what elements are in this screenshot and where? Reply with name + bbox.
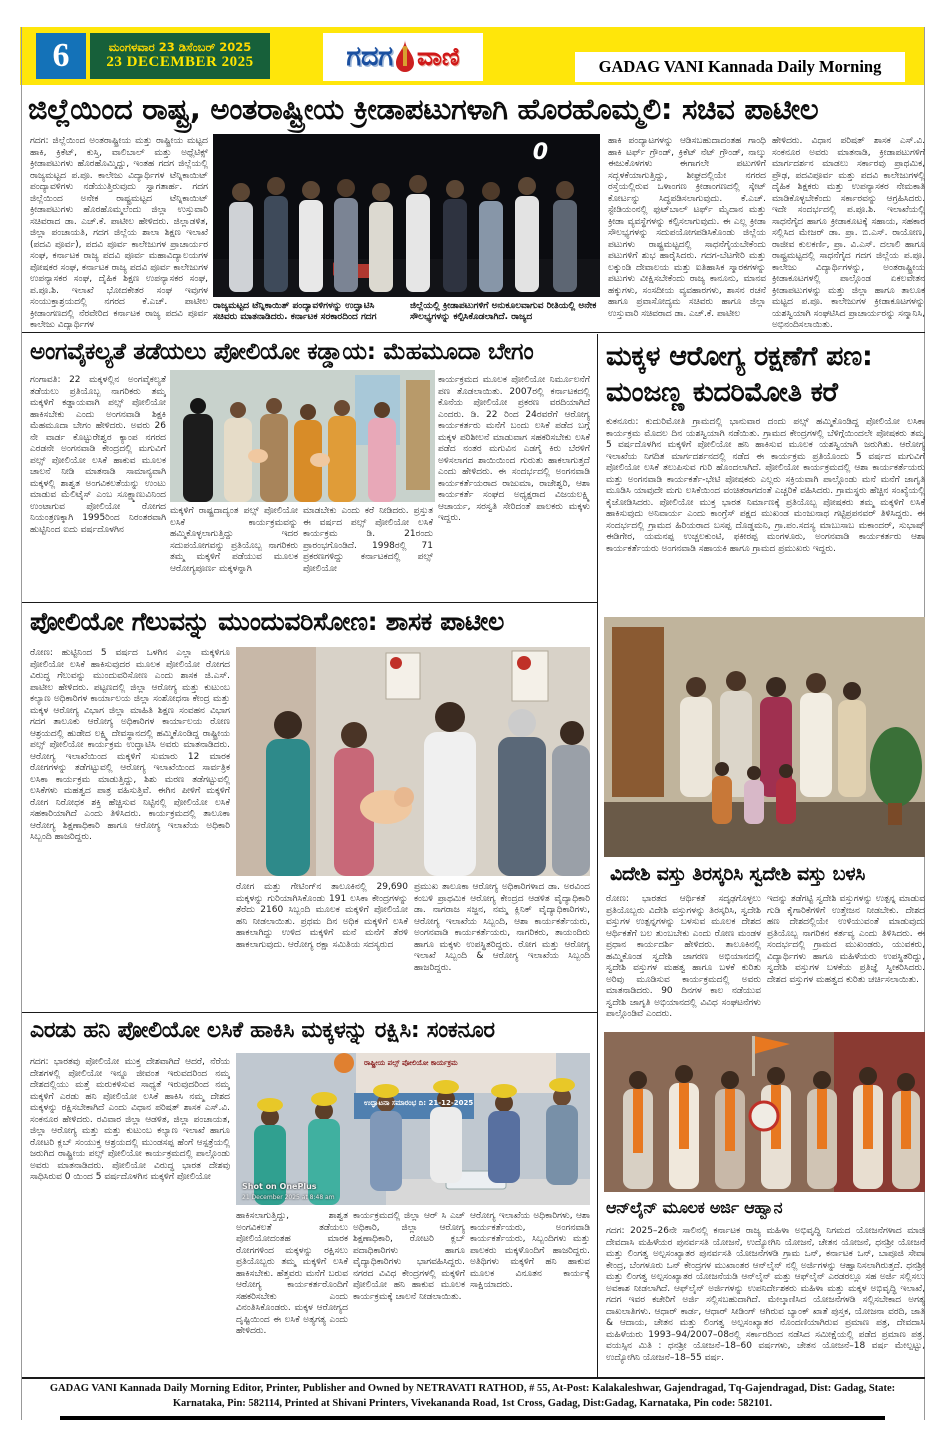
divider-vertical-main (597, 334, 598, 1377)
two-drops-col-left: ಗದಗ: ಭಾರತವು ಪೋಲಿಯೋ ಮುಕ್ತ ದೇಶವಾಗಿದೆ ಆದರೆ, ನೆರೆಯ ದೇಶಗಳಲ್ಲಿ ಪೋಲಿಯೋ ಇನ್ನೂ ಜೀವಂತ ಇರುವದರಿಂದ ನಮ್ಮ ದೇಶದಲ್ಲಿಯು ಮತ್ತೆ ಮರುಕಳಿಸುವ ಸಾಧ್ಯತೆ ಇರುವುದರಿಂದ ನಮ್ಮ ಮಕ್ಕಳಿಗೆ ಎರಡು ಹನಿ ಪೋಲಿಯೋ ಲಸಿಕೆ ಹಾಕಿಸಿ ನಮ್ಮ ದೇಶದ ಮಕ್ಕಳನ್ನು ರಕ್ಷಿಸಬೇಕಾಗಿದೆ ಎಂದು ವಿಧಾನ ಪರಿಷತ್ ಶಾಸಕ ಎಸ್.ವಿ. ಸಂಕನೂರ ಹೇಳಿದರು. ರವಿವಾರ ಜಿಲ್ಲಾ ಆಡಳಿತ, ಜಿಲ್ಲಾ ಪಂಚಾಯತ, ಜಿಲ್ಲಾ ಆರೋಗ್ಯ ಮತ್ತು ಮತ್ತು ಕುಟುಂಬ ಕಲ್ಯಾಣ ಇಲಾಖೆ ಹಾಗೂ ರೋಟರಿ ಕ್ಲಬ್ ಸಂಯುಕ್ತ ಆಶ್ರಯದಲ್ಲಿ ಮುಂಡಸಪ್ಪ ಹೆಂಗೆ ಆಸ್ಪತ್ರೆಯಲ್ಲಿ ಜರುಗಿದ ರಾಷ್ಟ್ರೀಯ ಪಲ್ಸ್ ಪೋಲಿಯೋ ಕಾರ್ಯಕ್ರಮದಲ್ಲಿ ಪಾಲ್ಗೊಂಡು ಅವರು ಮಾತನಾಡಿದರು. ಪೋಲಿಯೋ ವಿರುದ್ಧ ಭಾರತ ದೇಶವು ಸಾಧಿಸಿರುವ 0 ಯಿಂದ 5 ವರ್ಷದೊಳಗಿನ ಮಕ್ಕಳಿಗೆ ಪೋಲಿಯೋ (30, 1057, 230, 1183)
divider-under-article2 (22, 602, 597, 603)
child-health-photo (604, 617, 925, 857)
masthead-title-box (575, 52, 905, 82)
footer-top-rule (22, 1377, 925, 1379)
two-drops-col-mid1: ಹಾಕಿಸಲಾಗುತ್ತಿದ್ದು, ಶಾಶ್ವತ ಅಂಗವಿಕಲತೆ ತಡೆಯಲು ಪೋಲಿಯೋದಂತಹ ಮಾರಕ ರೋಗಗಳಿಂದ ಮಕ್ಕಳನ್ನು ರಕ್ಷಿಸಲು ಪ್ರತಿಯೊಬ್ಬರು ತಮ್ಮ ಮಕ್ಕಳಿಗೆ ಲಸಿಕೆ ಹಾಕಿಸಬೇಕು. ಹೆತ್ತವರು ಮನೆಗೆ ಬರುವ ಆರೋಗ್ಯ ಕಾರ್ಯಕರ್ತರೊಂದಿಗೆ ಸಹಕರಿಸಬೇಕು ಎಂದು ವಿನಂತಿಸಿಕೊಂಡರು. ಮಕ್ಕಳ ಆರೋಗ್ಯದ ದೃಷ್ಟಿಯಿಂದ ಈ ಲಸಿಕೆ ಅತ್ಯಗತ್ಯ ಎಂದು ಹೇಳಿದರು. (236, 1211, 348, 1337)
lead-photo (213, 134, 600, 297)
lead-body-left: ಗದಗ: ಜಿಲ್ಲೆಯಿಂದ ಅಂತರಾಷ್ಟ್ರೀಯ ಮತ್ತು ರಾಷ್ಟ್ರೀಯ ಮಟ್ಟದ ಹಾಕಿ, ಕ್ರಿಕೆಟ್, ಕುಸ್ತಿ, ವಾಲಿಬಾಲ್ ಮತ್ತು ಅಥ್ಲೆಟಿಕ್ಸ್ ಕ್ರೀಡಾಪಟುಗಳು ಹೊರಹೊಮ್ಮಿದ್ದು, ಇಂತಹ ಗದಗ ಜಿಲ್ಲೆಯಲ್ಲಿ ರಾಜ್ಯಮಟ್ಟದ ಪ.ಪೂ. ಕಾಲೇಜು ವಿದ್ಯಾರ್ಥಿಗಳ ಟೆನ್ನಿಕಾಯಿಟ್ ಪಂದ್ಯಾವಳಿಗಳು ನಡೆಯುತ್ತಿರುವುದು ಸ್ವಾಗತಾರ್ಹ. ಗದಗ ಜಿಲ್ಲೆಯಿಂದ ಅನೇಕ ರಾಷ್ಟ್ರಮಟ್ಟದ ಟೆನ್ನಿಕಾಯಿಟ್ ಕ್ರೀಡಾಪಟುಗಳು ಹೊರಹೊಮ್ಮಲೆಂದು ಜಿಲ್ಲಾ ಉಸ್ತುವಾರಿ ಸಚಿವರಾದ ಡಾ. ಎಚ್.ಕೆ. ಪಾಟೀಲ ಹೇಳಿದರು. ಜಿಲ್ಲಾಡಳಿತ, ಜಿಲ್ಲಾ ಪಂಚಾಯತಿ, ಗದಗ ಜಿಲ್ಲೆಯ ಶಾಲಾ ಶಿಕ್ಷಣ ಇಲಾಖೆ (ಪದವಿ ಪೂರ್ವ), ಪದವಿ ಪೂರ್ವ ಕಾಲೇಜುಗಳ ಪ್ರಾಚಾರ್ಯರ ಸಂಘ, ಕರ್ನಾಟಕ ರಾಜ್ಯ ಪದವಿ ಪೂರ್ವ ಮಹಾವಿದ್ಯಾಲಯಗಳ ಪೋಷಕರ ಸಂಘ, ಕರ್ನಾಟಕ ರಾಜ್ಯ ಪದವಿ ಪೂರ್ವ ಕಾಲೇಜುಗಳ ಉಪನ್ಯಾಸಕರ ಸಂಘ, ದೈಹಿಕ ಶಿಕ್ಷಣ ಉಪನ್ಯಾಸಕರ ಸಂಘ, ಪ.ಪೂ.ಶಿ. ಇಲಾಖೆ ಭೋದಕೇತರ ಸಂಘ ಇವುಗಳ ಸಂಯುಕ್ತಾಶ್ರಯದಲ್ಲಿ ನಗರದ ಕೆ.ಎಚ್. ಪಾಟೀಲ ಕ್ರೀಡಾಂಗಣದಲ್ಲಿ ನೆರವೇರಿದ ಕರ್ನಾಟಕ ರಾಜ್ಯ ಪದವಿ ಪೂರ್ವ ಕಾಲೇಜು ವಿದ್ಯಾರ್ಥಿಗಳ (30, 136, 208, 330)
swadeshi-headline: ವಿದೇಶಿ ವಸ್ತು ತಿರಸ್ಕರಿಸಿ ಸ್ವದೇಶಿ ವಸ್ತು ಬಳಸಿ (610, 863, 866, 885)
two-drops-headline: ಎರಡು ಹನಿ ಪೋಲಿಯೋ ಲಸಿಕೆ ಹಾಕಿಸಿ ಮಕ್ಕಳನ್ನು ರಕ್ಷಿಸಿ: ಸಂಕನೂರ (30, 1018, 495, 1043)
polio-mandatory-col-mid1: ಮಕ್ಕಳಿಗೆ ರಾಷ್ಟ್ರದಾದ್ಯಂತ ಪಲ್ಸ್ ಪೋಲಿಯೋ ಲಸಿಕೆ ಕಾರ್ಯಕ್ರಮವನ್ನು ಹಮ್ಮಿಕೊಳ್ಳಲಾಗುತ್ತಿದ್ದು ಇದರ ಸದುಪಯೋಗವನ್ನು ಪ್ರತಿಯೊಬ್ಬ ನಾಗರಿಕರು ತಮ್ಮ ಮಕ್ಕಳಿಗೆ ಪಡೆಯುವ ಮೂಲಕ ಆರೋಗ್ಯಪೂರ್ಣ ಮಕ್ಕಳನ್ನಾಗಿ (170, 506, 298, 574)
polio-victory-col-mid2: ಪ್ರಮುಖ ತಾಲೂಕಾ ಆರೋಗ್ಯ ಅಧಿಕಾರಿಗಳಾದ ಡಾ. ಅರವಿಂದ ಕಂಬಳಿ ಪ್ರಾಥಮಿಕ ಆರೋಗ್ಯ ಕೇಂದ್ರದ ಆಡಳಿತ ವೈದ್ಯಾಧಿಕಾರಿ ಡಾ. ನಾಗರಾಜ ಸಜ್ಜನ, ನಮ್ಮ ಕ್ಲಿನಿಕ್ ವೈದ್ಯಾಧಿಕಾರಿಗಳು, ಆರೋಗ್ಯ ಇಲಾಖೆಯ ಸಿಬ್ಬಂದಿ, ಆಶಾ ಕಾರ್ಯಕರ್ತೆಯರು, ಅಂಗನವಾಡಿ ಕಾರ್ಯಕರ್ತೆಯರು, ನಾಗರಿಕರು, ತಾಯಂದಿರು ಹಾಗೂ ಮಕ್ಕಳು ಉಪಸ್ಥಿತರಿದ್ದರು. ರೋಗ ಮತ್ತು ಆರೋಗ್ಯ ಇಲಾಖೆ ಸಿಬ್ಬಂದಿ & ಆರೋಗ್ಯ ಇಲಾಖೆಯ ಸಿಬ್ಬಂದಿ ಹಾಜರಿದ್ದರು. (414, 882, 590, 973)
footer-imprint-line2: Karnataka, Pin: 582114, Printed at Shivani Printers, Vivekananda Road, 1st Cross, Gadag, Dist:Gadag, Karnataka, Pin code: 582101. (172, 1398, 773, 1409)
newspaper-logo (323, 33, 483, 81)
page-left-border (21, 27, 22, 1420)
polio-mandatory-photo (170, 370, 435, 502)
two-drops-photo-watermark-date: 21 December 2025 at 8:48 am (242, 1194, 335, 1201)
date-box (90, 33, 270, 79)
child-health-headline-line2: ಮಂಜಣ್ಣ ಕುದರಿಮೋತಿ ಕರೆ (606, 377, 838, 408)
two-drops-col-mid2: ಕಾರ್ಯಕ್ರಮದಲ್ಲಿ ಜಿಲ್ಲಾ ಆರ್ ಸಿ ಎಚ್ ಅಧಿಕಾರಿ, ಜಿಲ್ಲಾ ಆರೋಗ್ಯ ಶಿಕ್ಷಣಾಧಿಕಾರಿ, ರೋಟರಿ ಕ್ಲಬ್ ಪದಾಧಿಕಾರಿಗಳು ಹಾಗೂ ವೈದ್ಯಾಧಿಕಾರಿಗಳು ಭಾಗವಹಿಸಿದ್ದರು. ನಗರದ ವಿವಿಧ ಕೇಂದ್ರಗಳಲ್ಲಿ ಮಕ್ಕಳಿಗೆ ಪೋಲಿಯೋ ಹನಿ ಹಾಕುವ ಮೂಲಕ ಕಾರ್ಯಕ್ರಮಕ್ಕೆ ಚಾಲನೆ ನೀಡಲಾಯಿತು. (353, 1211, 465, 1302)
divider-under-article3 (22, 1012, 597, 1013)
two-drops-photo-banner-line1: ರಾಷ್ಟ್ರೀಯ ಪಲ್ಸ್ ಪೋಲಿಯೋ ಕಾರ್ಯಕ್ರಮ (364, 1059, 458, 1067)
masthead-title: GADAG VANI Kannada Daily Morning (598, 57, 882, 76)
polio-mandatory-photo-illustration (170, 370, 435, 502)
divider-under-lead (22, 332, 925, 333)
online-article-photo-illustration (604, 1032, 925, 1192)
polio-mandatory-col-left: ಗಂಗಾವತಿ: 22 ಮಕ್ಕಳಲ್ಲಿನ ಅಂಗವೈಕಲ್ಯತೆ ತಡೆಯಲು ಪ್ರತಿಯೊಬ್ಬ ನಾಗರಿಕರು ತಮ್ಮ ಮಕ್ಕಳಿಗೆ ಕಡ್ಡಾಯವಾಗಿ ಪಲ್ಸ್ ಪೋಲಿಯೋ ಹಾಕಿಸಬೇಕು ಎಂದು ಅಂಗನವಾಡಿ ಶಿಕ್ಷಕಿ ಮೆಹಮೂದಾ ಬೇಗಂ ಹೇಳಿದರು. ಅವರು 26 ನೇ ವಾರ್ಡ ಕೊಟ್ಟುರೇಶ್ವರ ಕ್ಯಾಂಪ ನಗರದ ಎರಡನೇ ಅಂಗನವಾಡಿ ಕೇಂದ್ರದಲ್ಲಿ ಮಗುವಿಗೆ ಪಲ್ಸ್ ಪೋಲಿಯೋ ಲಸಿಕೆ ಹಾಕುವ ಮೂಲಕ ಚಾಲನೆ ನೀಡಿ ಮಾತನಾಡಿ ಸಾಮಾನ್ಯವಾಗಿ ಮಕ್ಕಳಲ್ಲಿ ಶಾಶ್ವತ ಅಂಗವಿಕಲತೆಯನ್ನು ಉಂಟು ಮಾಡುವ ಮೆಲಿಟೈಸ್ ಎಂಬ ಸೂಕ್ಷ್ಮಾಣುವಿನಿಂದ ಉಂಟಾಗುವ ಪೋಲಿಯೋ ರೋಗದ ನಿಯಂತ್ರಣಕ್ಕಾಗಿ 1995ರಿಂದ ನಿರಂತರವಾಗಿ ಹುಟ್ಟಿನಿಂದ ಐದು ವರ್ಷದೊಳಗಿನ (30, 375, 166, 535)
footer-thick-bar (60, 1416, 885, 1420)
logo-word-gadag: ಗದಗ (346, 41, 394, 72)
page-number: 6 (36, 33, 86, 79)
online-application-headline: ಆನ್‌ಲೈನ್ ಮೂಲಕ ಅರ್ಜಿ ಆಹ್ವಾನ (606, 1198, 783, 1217)
polio-mandatory-col-right: ಕಾರ್ಯಕ್ರಮದ ಮೂಲಕ ಪೋಲಿಯೋ ನಿರ್ಮೂಲನೆಗೆ ಪಣ ತೊಡಲಾಯಿತು. 2007ರಲ್ಲಿ ಕರ್ನಾಟಕದಲ್ಲಿ ಕೊನೆಯ ಪೋಲಿಯೋ ಪ್ರಕರಣ ವರದಿಯಾಗಿದೆ ಎಂದರು. ಡಿ. 22 ರಿಂದ 24ರವರೆಗೆ ಆರೋಗ್ಯ ಕಾರ್ಯಕರ್ತರು ಮನೆಗೆ ಬಂದು ಲಸಿಕೆ ಪಡೆದ ಬಗ್ಗೆ ಮಕ್ಕಳ ಪರಿಶೀಲನೆ ಮಾಡುವಾಗ ಸಹಕರಿಸಬೇಕು ಲಸಿಕೆ ಪಡೆದ ನಂತರ ಮಗುವಿನ ಎಡಗೈ ಕಿರು ಬೆರಳಿಗೆ ಅಳಿಸಲಾಗದ ಶಾಯಿಯಿಂದ ಗುರುತು ಹಾಕಲಾಗುತ್ತದೆ ಎಂದು ಹೇಳಿದರು. ಈ ಸಂದರ್ಭದಲ್ಲಿ ಅಂಗನವಾಡಿ ಕಾರ್ಯಕರ್ತೆಯರಾದ ರಾಜುಮಾ, ರಾಜೇಶ್ವರಿ, ಆಶಾ ಕಾರ್ಯಕರ್ತೆ ಸಂಘದ ಅಧ್ಯಕ್ಷರಾದ ವಿಜಯಲಕ್ಷ್ಮಿ ಆಚಾರ್ಯ, ಸರಸ್ವತಿ ಸೇರಿದಂತೆ ಪಾಲಕರು ಮಕ್ಕಳು ಇದ್ದರು. (438, 375, 590, 524)
polio-mandatory-col-mid2: ಮಾಡಬೇಕು ಎಂದು ಕರೆ ನೀಡಿದರು. ಪ್ರಸ್ತುತ ಈ ವರ್ಷದ ಪಲ್ಸ್ ಪೋಲಿಯೋ ಲಸಿಕೆ ಕಾರ್ಯಕ್ರಮ ಡಿ. 21ರಂದು ಪ್ರಾರಂಭಗೊಂಡಿದೆ. 1998ರಲ್ಲಿ 71 ಪ್ರಕರಣಗಳಿದ್ದು ಕರ್ನಾಟಕದಲ್ಲಿ ಪಲ್ಸ್ ಪೋಲಿಯೋ (303, 506, 433, 574)
online-application-body: ಗದಗ: 2025–26ನೇ ಸಾಲಿನಲ್ಲಿ ಕರ್ನಾಟಕ ರಾಜ್ಯ ಮಹಿಳಾ ಅಭಿವೃದ್ಧಿ ನಿಗಮದ ಯೋಜನೆಗಳಾದ ಮಾಜಿ ದೇವದಾಸಿ ಮಹಿಳೆಯರ ಪುನರ್ವಸತಿ ಯೋಜನೆ, ಉದ್ಯೋಗಿನಿ ಯೋಜನೆ, ಚೇತನ ಯೋಜನೆ, ಧನಶ್ರೀ ಯೋಜನೆ ಮತ್ತು ಲಿಂಗತ್ವ ಅಲ್ಪಸಂಖ್ಯಾತರ ಪುನರ್ವಸತಿ ಯೋಜನೆಗಳಡಿ ಗ್ರಾಮ ಒನ್, ಕರ್ನಾಟಕ ಒನ್, ಬಾಪೂಜಿ ಸೇವಾ ಕೇಂದ್ರ, ಬೆಂಗಳೂರು ಒನ್ ಕೇಂದ್ರಗಳ ಮುಖಾಂತರ ಆನ್‌ಲೈನ್ ನಲ್ಲಿ ಅರ್ಜಿಗಳನ್ನು ಆಹ್ವಾನಿಸಲಾಗಿರುತ್ತದೆ. ಧನಶ್ರೀ ಮತ್ತು ಲಿಂಗತ್ವ ಅಲ್ಪಸಂಖ್ಯಾತರ ಯೋಜನೆಯಡಿ ಆನ್‌ಲೈನ್ ಮತ್ತು ಆಫ್‌ಲೈನ್ ಎರಡರಲ್ಲೂ ಸಹ ಅರ್ಜಿ ಸಲ್ಲಿಸಲು ಅವಕಾಶ ನೀಡಲಾಗಿದೆ. ಆಫ್‌ಲೈನ್ ಅರ್ಜಿಗಳನ್ನು ಉಪನಿರ್ದೇಶಕರು ಮಹಿಳಾ ಮತ್ತು ಮಕ್ಕಳ ಅಭಿವೃದ್ಧಿ ಇಲಾಖೆ, ಗದಗ ಇವರ ಕಚೇರಿಗೆ ಅರ್ಜಿ ಸಲ್ಲಿಸಬಹುದಾಗಿದೆ. ಮೇಲ್ಕಾಣಿಸಿದ ಯೋಜನೆಗಳಡಿ ಸಲ್ಲಿಸಬೇಕಾದ ಅಗತ್ಯ ದಾಖಲಾತಿಗಳು. ಆಧಾರ್ ಕಾರ್ಡ, ಆಧಾರ್ ಸೀಡಿಂಗ್ ಆಗಿರುವ ಬ್ಯಾಂಕ್ ಖಾತೆ ಪುಸ್ತಕ, ಯೋಜನಾ ವರದಿ, ಜಾತಿ & ಆದಾಯ, ಚೇತನ ಮತ್ತು ಲಿಂಗತ್ವ ಅಲ್ಪಸಂಖ್ಯಾತರ ನೊಂದಣಿಯಾಗಿರುವ ಪ್ರಮಾಣ ಪತ್ರ, ದೇವದಾಸಿ ಮಹಿಳೆಯರು 1993–94/2007–08ರಲ್ಲಿ ಸರ್ಕಾರದಿಂದ ನಡೆಸಿದ ಸಮೀಕ್ಷೆಯಲ್ಲಿ ಪಡೆದ ಪ್ರಮಾಣ ಪತ್ರ. ವಯಸ್ಸಿನ ಮಿತಿ : ಧನಶ್ರೀ ಯೋಜನೆ–18–60 ವರ್ಷಗಳು, ಚೇತನ ಯೋಜನೆ–18 ವರ್ಷ ಮೇಲ್ಪಟ್ಟು, ಉದ್ಯೋಗಿನಿ ಯೋಜನೆ–18–55 ವರ್ಷ. (606, 1226, 925, 1363)
two-drops-photo-watermark: Shot on OnePlus (242, 1182, 317, 1191)
child-health-headline-line1: ಮಕ್ಕಳ ಆರೋಗ್ಯ ರಕ್ಷಣೆಗೆ ಪಣ: (606, 341, 873, 372)
lead-body-right2: ಹೇಳಿದರು. ವಿಧಾನ ಪರಿಷತ್ ಶಾಸಕ ಎಸ್.ವಿ. ಸಂಕನೂರ ಅವರು ಮಾತನಾಡಿ, ಕ್ರೀಡಾಪಟುಗಳಿಗೆ ಮಾರ್ಗದರ್ಶನ ಮಾಡಲು ಸರ್ಕಾರವು ಪ್ರಾಥಮಿಕ, ಪ್ರೌಢ, ಪದವಿಪೂರ್ವ ಮತ್ತು ಪದವಿ ಕಾಲೇಜುಗಳಲ್ಲಿ ದೈಹಿಕ ಶಿಕ್ಷಕರು ಮತ್ತು ಉಪನ್ಯಾಸಕರ ನೇಮಕಾತಿ ಮಾಡಿಕೊಳ್ಳಬೇಕೆಂದು ಸರ್ಕಾರವನ್ನು ಆಗ್ರಹಿಸಿದರು. ಇದೇ ಸಂದರ್ಭದಲ್ಲಿ ಪ.ಪೂ.ಶಿ. ಇಲಾಖೆಯಲ್ಲಿ ಸಾಧನೆಗೈದ ಹಾಗೂ ಕ್ರೀಡಾಕೂಟಕ್ಕೆ ಸಹಾಯ, ಸಹಕಾರ ಸಲ್ಲಿಸಿದ ಮೇಜರ್ ಡಾ. ಪ್ರಾ. ಬಿ.ಎಸ್. ರಾಯೋಣ, ರಾಜೀವ ಕುಲಕರ್ಣಿ, ಪ್ರಾ. ವಿ.ಎಸ್. ದಲಾಲಿ ಹಾಗೂ ರಾಷ್ಟ್ರಮಟ್ಟದಲ್ಲಿ ಸಾಧನೆಗೈದ ಗದಗ ಜಿಲ್ಲೆಯ ಪ.ಪೂ. ಕಾಲೇಜು ವಿದ್ಯಾರ್ಥಿಗಳನ್ನು, ಅಂತರಾಷ್ಟ್ರೀಯ ಕ್ರೀಡಾಕೂಟಗಳಲ್ಲಿ ಪಾಲ್ಗೊಂಡ ಏಕಲವೇತನ ಕ್ರೀಡಾಪಟುಗಳನ್ನು ಮತ್ತು ಜಿಲ್ಲಾ ಹಾಗೂ ತಾಲೂಕ ಮಟ್ಟದ ಪ.ಪೂ. ಕಾಲೇಜುಗಳ ಕ್ರೀಡಾಕೂಟಗಳನ್ನು ಯಶಸ್ವಿಯಾಗಿ ಸಂಘಟಿಸಿದ ಪ್ರಾಚಾರ್ಯರನ್ನು ಸನ್ಮಾನಿಸಿ, ಅಭಿನಂದಿಸಲಾಯಿತು. (772, 136, 925, 330)
swadeshi-col2: ಇದನ್ನು ತಡೆಗಟ್ಟಿ ಸ್ವದೇಶಿ ವಸ್ತುಗಳನ್ನು ಉತ್ಪನ್ನ ಮಾಡುವ ಗುಡಿ ಕೈಗಾರಿಕೆಗಳಿಗೆ ಉತ್ತೇಜನ ನೀಡಬೇಕು. ದೇಶದ ಹಣ ದೇಶದಲ್ಲಿಯೇ ಉಳಿಯುವಂತೆ ಮಾಡುವುದು ಪ್ರತಿಯೊಬ್ಬ ನಾಗರಿಕನ ಕರ್ತವ್ಯ ಎಂದು ತಿಳಿಸಿದರು. ಈ ಸಂದರ್ಭದಲ್ಲಿ ಗ್ರಾಮದ ಮುಖಂಡರು, ಯುವಕರು, ವಿದ್ಯಾರ್ಥಿಗಳು ಹಾಗೂ ಮಹಿಳೆಯರು ಉಪಸ್ಥಿತರಿದ್ದು, ಸ್ವದೇಶಿ ವಸ್ತುಗಳ ಬಳಕೆಯ ಪ್ರತಿಜ್ಞೆ ಸ್ವೀಕರಿಸಿದರು. ದೇಶದ ವಸ್ತುಗಳ ಮಹತ್ವದ ಕುರಿತು ಚರ್ಚಿಸಲಾಯಿತು. (767, 894, 925, 985)
lead-photo-kite-glyph: 0 (532, 140, 548, 165)
logo-word-vani: ವಾಣಿ (417, 42, 460, 71)
child-health-photo-illustration (604, 617, 925, 857)
swadeshi-col1: ರೋಣ: ಭಾರತದ ಆರ್ಥಿಕತೆ ಸದೃಢಗೊಳ್ಳಲು ಪ್ರತಿಯೊಬ್ಬರು ವಿದೇಶಿ ವಸ್ತುಗಳನ್ನು ತಿರಸ್ಕರಿಸಿ, ಸ್ವದೇಶಿ ವಸ್ತುಗಳ ಉತ್ಪನ್ನಗಳನ್ನು ಬಳಸುವ ಮೂಲಕ ದೇಶದ ಆರ್ಥಿಕತೆಗೆ ಬಲ ತುಂಬಬೇಕು ಎಂದು ರೋಣ ಮಂಡಳ ಪ್ರಧಾನ ಕಾರ್ಯದರ್ಶಿ ಹೇಳಿದರು. ತಾಲೂಕಿನಲ್ಲಿ ಹಮ್ಮಿಕೊಂಡ ಸ್ವದೇಶಿ ಜಾಗರಣ ಅಭಿಯಾನದಲ್ಲಿ ಸ್ವದೇಶಿ ವಸ್ತುಗಳ ಮಹತ್ವ ಹಾಗೂ ಬಳಕೆ ಕುರಿತು ಅರಿವು ಮೂಡಿಸುವ ಕಾರ್ಯಕ್ರಮದಲ್ಲಿ ಅವರು ಮಾತನಾಡಿದರು. 90 ದಿನಗಳ ಕಾಲ ನಡೆಯುವ ಸ್ವದೇಶಿ ಜಾಗೃತಿ ಅಭಿಯಾನದಲ್ಲಿ ವಿವಿಧ ಸಂಘಟನೆಗಳು ಪಾಲ್ಗೊಂಡಿವೆ ಎಂದರು. (606, 894, 761, 1020)
polio-victory-headline: ಪೋಲಿಯೋ ಗೆಲುವನ್ನು ಮುಂದುವರಿಸೋಣ: ಶಾಸಕ ಪಾಟೀಲ (30, 607, 504, 636)
lead-photo-caption-1: ರಾಜ್ಯಮಟ್ಟದ ಟೆನ್ನಿಕಾಯಿತ್ ಪಂದ್ಯಾವಳಿಗಳನ್ನು ಉದ್ಘಾಟಿಸಿ ಸಚಿವರು ಮಾತನಾಡಿದರು. ಕರ್ನಾಟಕ ಸರಕಾರದಿಂದ ಗದಗ (213, 301, 377, 323)
logo-flame-icon (395, 40, 415, 74)
polio-victory-col-mid1: ರೋಗ ಮತ್ತು ಗೇಟಿಂಗ್‌ನ ತಾಲೂಕಿನಲ್ಲಿ 29,690 ಮಕ್ಕಳನ್ನು ಗುರಿಯಾಗಿಸಿಕೊಂಡು 191 ಲಸಿಕಾ ಕೇಂದ್ರಗಳನ್ನು ತೆರೆದು 2160 ಸಿಬ್ಬಂದಿ ಮೂಲಕ ಮಕ್ಕಳಿಗೆ ಪೋಲಿಯೋ ಹನಿ ನೀಡಲಾಯಿತು. ಪ್ರಥಮ ದಿನ ಅಧಿಕ ಮಕ್ಕಳಿಗೆ ಲಸಿಕೆ ಹಾಕಲಾಗಿದ್ದು ಉಳಿದ ಮಕ್ಕಳಿಗೆ ಮನೆ ಮನೆಗೆ ತೆರಳಿ ಹಾಕಲಾಗುವುದು. ಆರೋಗ್ಯ ರಕ್ಷಾ ಸಮಿತಿಯ ಸದಸ್ಯರುದ (236, 882, 408, 950)
polio-victory-col-left: ರೋಣ: ಹುಟ್ಟಿನಿಂದ 5 ವರ್ಷದ ಒಳಗಿನ ಎಲ್ಲಾ ಮಕ್ಕಳಿಗೂ ಪೋಲಿಯೋ ಲಸಿಕೆ ಹಾಕಿಸುವುದರ ಮೂಲಕ ಪೋಲಿಯೋ ರೋಗದ ವಿರುದ್ಧ ಗೆಲುವನ್ನು ಮುಂದುವರಿಸೋಣ ಎಂದು ಶಾಸಕ ಜಿ.ಎಸ್. ಪಾಟೀಲ ಹೇಳಿದರು. ಪಟ್ಟಣದಲ್ಲಿ ಜಿಲ್ಲಾ ಆರೋಗ್ಯ ಮತ್ತು ಕುಟುಂಬ ಕಲ್ಯಾಣ ಅಧಿಕಾರಿಗಳ ಕಾರ್ಯಾಲಯ ಜಿಲ್ಲಾ ಸಂಶೋಧನಾ ಕೇಂದ್ರ ಮತ್ತು ಮಕ್ಕಳ ಆರೋಗ್ಯ ವಿಭಾಗ ಜಿಲ್ಲಾ ಮಾಹಿತಿ ಶಿಕ್ಷಣ ಸಂವಹನ ವಿಭಾಗ ಗದಗ ತಾಲೂಕು ಆರೋಗ್ಯ ಅಧಿಕಾರಿಗಳ ಕಾರ್ಯಾಲಯ ರೋಣ ಆಶ್ರಯದಲ್ಲಿ ಹುಡೇದ ಲಕ್ಷ್ಮಿ ದೇವಸ್ಥಾನದಲ್ಲಿ ಹಮ್ಮಿಕೊಂಡಿದ್ದ ರಾಷ್ಟ್ರೀಯ ಪಲ್ಸ್ ಪೋಲಿಯೋ ಕಾರ್ಯಕ್ರಮ ಉದ್ಘಾಟಿಸಿ ಅವರು ಮಾತನಾಡಿದರು. ಆರೋಗ್ಯ ಇಲಾಖೆಯಿಂದ ಮಕ್ಕಳಿಗೆ ಸುಮಾರು 12 ಮಾರಕ ರೋಗಗಳನ್ನು ತಡೆಗಟ್ಟುವಲ್ಲಿ ಆರೋಗ್ಯ ಇಲಾಖೆಯಿಂದ ಸಾರ್ವತ್ರಿಕ ಲಸಿಕಾ ಕಾರ್ಯಕ್ರಮ ಮಾಡುತ್ತಿದ್ದು, ಶಿಶು ಮರಣ ತಡೆಗಟ್ಟುವಲ್ಲಿ ಲಸಿಕೆಗಳು ಮಹತ್ವದ ಪಾತ್ರ ವಹಿಸುತ್ತಿವೆ. ಈಗಿನ ಪೀಳಿಗೆ ಮಕ್ಕಳಿಗೆ ರೋಗ ನಿರೋಧಕ ಶಕ್ತಿ ಹೆಚ್ಚಿಸುವ ನಿಟ್ಟಿನಲ್ಲಿ ಪೋಲಿಯೋ ಲಸಿಕೆ ಸಹಕಾರಿಯಾಗಿದೆ ಎಂದು ತಿಳಿಸಿದರು. ಕಾರ್ಯಕ್ರಮದಲ್ಲಿ ತಾಲೂಕಾ ಆರೋಗ್ಯ ಶಿಕ್ಷಣಾಧಿಕಾರಿ ಹಾಗೂ ಆರೋಗ್ಯ ಇಲಾಖೆಯ ಅಧಿಕಾರಿ ಸಿಬ್ಬಂದಿ ಹಾಜರಿದ್ದರು. (30, 648, 230, 843)
child-health-body: ಕುಕನೂರು: ಕುದುರಿಮೋತಿ ಗ್ರಾಮದಲ್ಲಿ ಭಾನುವಾರ ದಂದು ಪಲ್ಸ್ ಹಮ್ಮಿಕೊಂಡಿದ್ದ ಪೋಲಿಯೋ ಲಸಿಕಾ ಕಾರ್ಯಕ್ರಮ ಮೊದಲ ದಿನ ಯಶಸ್ವಿಯಾಗಿ ನಡೆಯಿತು. ಗ್ರಾಮದ ಕೇಂದ್ರಗಳಲ್ಲಿ ಬೆಳಿಗ್ಗೆಯಿಂದಲೇ ಪೋಷಕರು ತಮ್ಮ 5 ವರ್ಷದೊಳಗಿನ ಮಕ್ಕಳಿಗೆ ಪೋಲಿಯೋ ಹನಿ ಹಾಕಿಸುವ ಮೂಲಕ ಯಶಸ್ವಿಯಾಗಿ ಜರುಗಿತು. ಆರೋಗ್ಯ ಇಲಾಖೆಯ ನಿಗದಿತ ಮಾರ್ಗದರ್ಶನದಲ್ಲಿ ನಡೆದ ಈ ಕಾರ್ಯಕ್ರಮ ಪ್ರತಿಯೊಂದು 5 ವರ್ಷದ ಮಗುವಿಗೆ ಪೋಲಿಯೋ ಲಸಿಕೆ ತಲುಪಿಸುವ ಗುರಿ ಹೊಂದಲಾಗಿದೆ. ಪೋಲಿಯೋ ಕಾರ್ಯಕ್ರಮದಲ್ಲಿ ಆಶಾ ಕಾರ್ಯಕರ್ತೆಯರು ಮತ್ತು ಅಂಗನವಾಡಿ ಕಾರ್ಯಕರ್ತೆ-ಭೇಟಿ ಪೋಷಕರು ಎಲ್ಲರು ಸಕ್ರಿಯವಾಗಿ ಪಾಲ್ಗೊಂಡು ಮನೆ ಮನೆಗೆ ಜಾಗೃತಿ ಮೂಡಿಸಿ ಯಾವುದೇ ಮಗು ಲಸಿಕೆಯಿಂದ ವಂಚಿತರಾಗದಂತೆ ಎಚ್ಚರಿಕೆ ವಹಿಸಿದರು. ಗ್ರಾಮಸ್ಥರು ಹೆಚ್ಚಿನ ಸಂಖ್ಯೆಯಲ್ಲಿ ಕೈಜೋಡಿಸಿದರು. ಪೋಲಿಯೋ ಮುಕ್ತ ಭಾರತ ನಿರ್ಮಾಣಕ್ಕೆ ಪ್ರತಿಯೊಬ್ಬ ಪೋಷಕರು ತಮ್ಮ ಮಕ್ಕಳಿಗೆ ಲಸಿಕೆ ಹಾಕಿಸುವುದು ಅನಿವಾರ್ಯ ಎಂದು ಕಾಂಗ್ರೆಸ್ ಪಕ್ಷದ ಮುಖಂಡ ಮಂಜುನಾಥ ಗಟ್ಟಿಪ್ರಪನವರ್ ತಿಳಿಸಿದ್ದರು. ಈ ಸಂದರ್ಭದಲ್ಲಿ ಗ್ರಾಮದ ಹಿರಿಯರಾದ ಬಸಪ್ಪ ದೊಡ್ಡಮನಿ, ಗ್ರಾ.ಪಂ.ಸದಸ್ಯ ಮಾಬುಸಾಬ ಮಕಾಂದರ್, ಸುಭಾಷ್ ಈಡಿಗೇರ, ಯಮನಪ್ಪ ಉಚ್ಚಲಕುಂಟಿ, ಫಕೀರಪ್ಪ ಮಂಗಳೂರು, ಅಂಗನವಾಡಿ ಕಾರ್ಯಕರ್ತರು ಆಶಾ ಕಾರ್ಯಕರ್ತೆಯರು ಅಂಗನವಾಡಿ ಸಹಾಯಕಿ ಹಾಗೂ ಗ್ರಾಮದ ಪ್ರಮುಖರು ಇದ್ದರು. (606, 417, 925, 554)
lead-headline: ಜಿಲ್ಲೆಯಿಂದ ರಾಷ್ಟ್ರ, ಅಂತರಾಷ್ಟ್ರೀಯ ಕ್ರೀಡಾಪಟುಗಳಾಗಿ ಹೊರಹೊಮ್ಮಲಿ: ಸಚಿವ ಪಾಟೀಲ (28, 92, 819, 126)
footer-imprint-line1: GADAG VANI Kannada Daily Morning Editor, Printer, Publisher and Owned by NETRAVATI RATHOD, # 55, At-Post: Kalakaleshwar, Gajendragad, Tq-Gajendragad, Dist: Gadag, State: (49, 1383, 896, 1394)
date-english: 23 DECEMBER 2025 (106, 53, 254, 70)
date-kannada: ಮಂಗಳವಾರ 23 ಡಿಸೆಂಬರ್ 2025 (108, 39, 252, 54)
polio-victory-photo (236, 647, 590, 876)
two-drops-photo (236, 1053, 590, 1205)
lead-body-right1: ಹಾಕಿ ಪಂದ್ಯಾಟಗಳನ್ನು ಆಡಿಸಬಹುದಾದಂತಹ ಗಾಂಧಿ ಹಾಕಿ ಟರ್ಫ್ ಗ್ರೌಂಡ್, ಕ್ರಿಕೆಟ್ ನೆಟ್ ಗ್ರೌಂಡ್, ನಾಲ್ಕು ಈಜುಕೊಳಗಳು ಈಗಾಗಲೇ ಪಟುಗಳಿಗೆ ಸದ್ಬಳಕೆಯಾಗುತ್ತಿದ್ದು, ಶೀಘ್ರದಲ್ಲಿಯೇ ನಗರದ ರಸ್ತೆಯಲ್ಲಿರುವ ಒಳಾಂಗಣ ಕ್ರೀಡಾಂಗಣದಲ್ಲಿ ಸ್ಕೇಟ್ ಕೋರ್ಟನ್ನು ಸಿದ್ಧಪಡಿಸಲಾಗುವುದು. ಕೆ.ಎಚ್. ಸ್ಟೇಡಿಯಂನಲ್ಲಿ ಫುಟ್‌ಬಾಲ್ ಟರ್ಫ್ ಮೈದಾನ ಮತ್ತು ಕ್ರೀಡಾ ವ್ಯವಸ್ಥೆಗಳನ್ನು ಕಲ್ಪಿಸಲಾಗುವುದು. ಈ ಎಲ್ಲ ಕ್ರೀಡಾ ಸೌಲಭ್ಯಗಳನ್ನು ಸದುಪಯೋಗಪಡಿಸಿಕೊಂಡು ಜಿಲ್ಲೆಯ ಪಟುಗಳು ರಾಷ್ಟ್ರಮಟ್ಟದಲ್ಲಿ ಸಾಧನೆಗೈಯಬೇಕೆಂದು ಪಟುಗಳಿಗೆ ಶುಭ ಹಾರೈಸಿದರು. ಗದಗ-ಬೆಟಗೇರಿ ಮತ್ತು ಲಕ್ಕುಂಡಿ ದೇವಾಲಯ ಮತ್ತು ಐತಿಹಾಸಿಕ ಸ್ಮಾರಕಗಳನ್ನು ಪಟುಗಳು ವೀಕ್ಷಿಸಬೇಕೆಂದು ರಾಜ್ಯ ಕಾನೂನು, ಮಾನವ ಹಕ್ಕುಗಳು, ಸಂಸದೀಯ ವ್ಯವಹಾರಗಳು, ಶಾಸನ ರಚನೆ ಹಾಗೂ ಪ್ರವಾಸೋದ್ಯಮ ಸಚಿವರು ಹಾಗೂ ಜಿಲ್ಲಾ ಉಸ್ತುವಾರಿ ಸಚಿವರಾದ ಡಾ. ಎಚ್.ಕೆ. ಪಾಟೀಲ (608, 136, 766, 319)
polio-mandatory-headline: ಅಂಗವೈಕಲ್ಯತೆ ತಡೆಯಲು ಪೋಲಿಯೋ ಕಡ್ಡಾಯ: ಮೆಹಮೂದಾ ಬೇಗಂ (30, 339, 534, 365)
two-drops-col-mid3: ಆರೋಗ್ಯ ಇಲಾಖೆಯ ಅಧಿಕಾರಿಗಳು, ಆಶಾ ಕಾರ್ಯಕರ್ತೆಯರು, ಅಂಗನವಾಡಿ ಕಾರ್ಯಕರ್ತೆಯರು, ಸಿಬ್ಬಂದಿಗಳು ಮತ್ತು ಪಾಲಕರು ಮಕ್ಕಳೊಂದಿಗೆ ಹಾಜರಿದ್ದರು. ಅತಿಥಿಗಳು ಮಕ್ಕಳಿಗೆ ಹನಿ ಹಾಕುವ ಮೂಲಕ ವಿನೂತನ ಕಾರ್ಯಕ್ಕೆ ಸಾಕ್ಷಿಯಾದರು. (470, 1211, 590, 1291)
two-drops-photo-banner-line2: ಉದ್ಘಾಟನಾ ಸಮಾರಂಭ ದಿ: 21-12-2025 (364, 1099, 474, 1107)
lead-photo-caption-2: ಜಿಲ್ಲೆಯಲ್ಲಿ ಕ್ರೀಡಾಪಟುಗಳಿಗೆ ಅನುಕೂಲವಾಗುವ ರೀತಿಯಲ್ಲಿ ಅನೇಕ ಸೌಲಭ್ಯಗಳನ್ನು ಕಲ್ಪಿಸಿಕೊಡಲಾಗಿದೆ. ರಾಜ್ಯದ (410, 301, 597, 323)
polio-victory-photo-illustration (236, 647, 590, 876)
online-article-photo (604, 1032, 925, 1192)
